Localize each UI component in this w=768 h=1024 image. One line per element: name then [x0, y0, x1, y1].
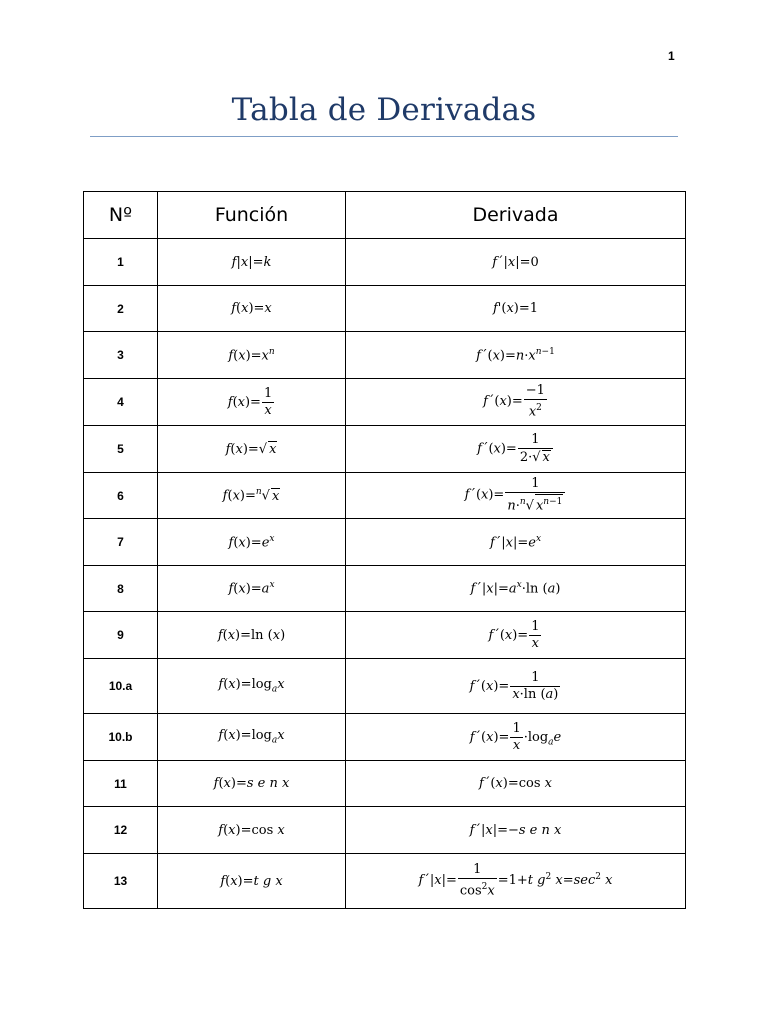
row-number: 7 — [84, 519, 158, 566]
row-number: 4 — [84, 379, 158, 426]
row-number: 11 — [84, 761, 158, 807]
table-row — [84, 286, 686, 332]
derivative-formula: f´(x)=cos x — [346, 761, 686, 807]
table-header-row — [84, 192, 686, 239]
table-row — [84, 332, 686, 379]
derivative-formula: $f´|x|=e^x$ — [346, 519, 686, 566]
row-number: 5 — [84, 426, 158, 473]
table-row — [84, 761, 686, 807]
function-formula: $f(x)=a^x$ — [158, 566, 346, 612]
row-number: 10.a — [84, 659, 158, 714]
table-row — [84, 239, 686, 286]
function-formula: $f(x)=x^n$ — [158, 332, 346, 379]
derivative-formula: f´(x)= $\frac{1}{2\cdot√ x}$ — [346, 426, 686, 473]
derivatives-table — [83, 191, 686, 909]
derivative-formula: f´(x)= $\frac{1}{x}$ — [346, 612, 686, 659]
derivative-formula: f´|x|=0 — [346, 239, 686, 286]
function-formula: f(x)= $\frac{1}{x}$ — [158, 379, 346, 426]
derivative-formula: f´|x|= $\frac{1}{\cos^2x}$ =1+t $g^2$ $x=\sec^2$ x — [346, 854, 686, 909]
function-formula: f(x)=t g x — [158, 854, 346, 909]
row-number: 2 — [84, 286, 158, 332]
page-title: Tabla de Derivadas — [231, 92, 537, 128]
table-row — [84, 426, 686, 473]
derivative-formula: $f´|x|=a^x\cdot\ln$ (a) — [346, 566, 686, 612]
derivative-formula: f'(x)=1 — [346, 286, 686, 332]
header-derivative: Derivada — [346, 192, 686, 239]
function-formula: $f(x)=e^x$ — [158, 519, 346, 566]
function-formula: f|x|=k — [158, 239, 346, 286]
function-formula: f(x)=cos x — [158, 807, 346, 854]
derivative-formula: f´(x)= $\frac{-1}{x^2}$ — [346, 379, 686, 426]
function-formula: f(x)=s e n x — [158, 761, 346, 807]
table-row — [84, 379, 686, 426]
table-row — [84, 854, 686, 909]
table-row — [84, 519, 686, 566]
header-num: Nº — [84, 192, 158, 239]
table-row — [84, 473, 686, 519]
table-row — [84, 566, 686, 612]
table-row — [84, 659, 686, 714]
derivative-formula: f´|x|=−s e n x — [346, 807, 686, 854]
function-formula: $f(x)=\log_ax$ — [158, 714, 346, 761]
row-number: 1 — [84, 239, 158, 286]
row-number: 12 — [84, 807, 158, 854]
row-number: 8 — [84, 566, 158, 612]
row-number: 10.b — [84, 714, 158, 761]
derivative-formula: $f´(x)=n\cdot x^{n-1}$ — [346, 332, 686, 379]
function-formula: f(x)=√ x — [158, 426, 346, 473]
row-number: 3 — [84, 332, 158, 379]
table-row — [84, 807, 686, 854]
function-formula: f(x)=$^n$√ x — [158, 473, 346, 519]
page-number: 1 — [668, 49, 675, 63]
derivative-formula: f´(x)= $\frac{1}{n\cdot^n√ x^{n-1}}$ — [346, 473, 686, 519]
row-number: 6 — [84, 473, 158, 519]
function-formula: f(x)=x — [158, 286, 346, 332]
function-formula: $f(x)=\log_ax$ — [158, 659, 346, 714]
row-number: 13 — [84, 854, 158, 909]
row-number: 9 — [84, 612, 158, 659]
function-formula: f(x)=ln (x) — [158, 612, 346, 659]
derivative-formula: f´(x)= $\frac{1}{x}$ $\cdot\log_ae$ — [346, 714, 686, 761]
title-divider — [90, 136, 678, 137]
table-row — [84, 714, 686, 761]
derivative-formula: f´(x)= $\frac{1}{x\cdot\ln (a)}$ — [346, 659, 686, 714]
table-row — [84, 612, 686, 659]
header-function: Función — [158, 192, 346, 239]
